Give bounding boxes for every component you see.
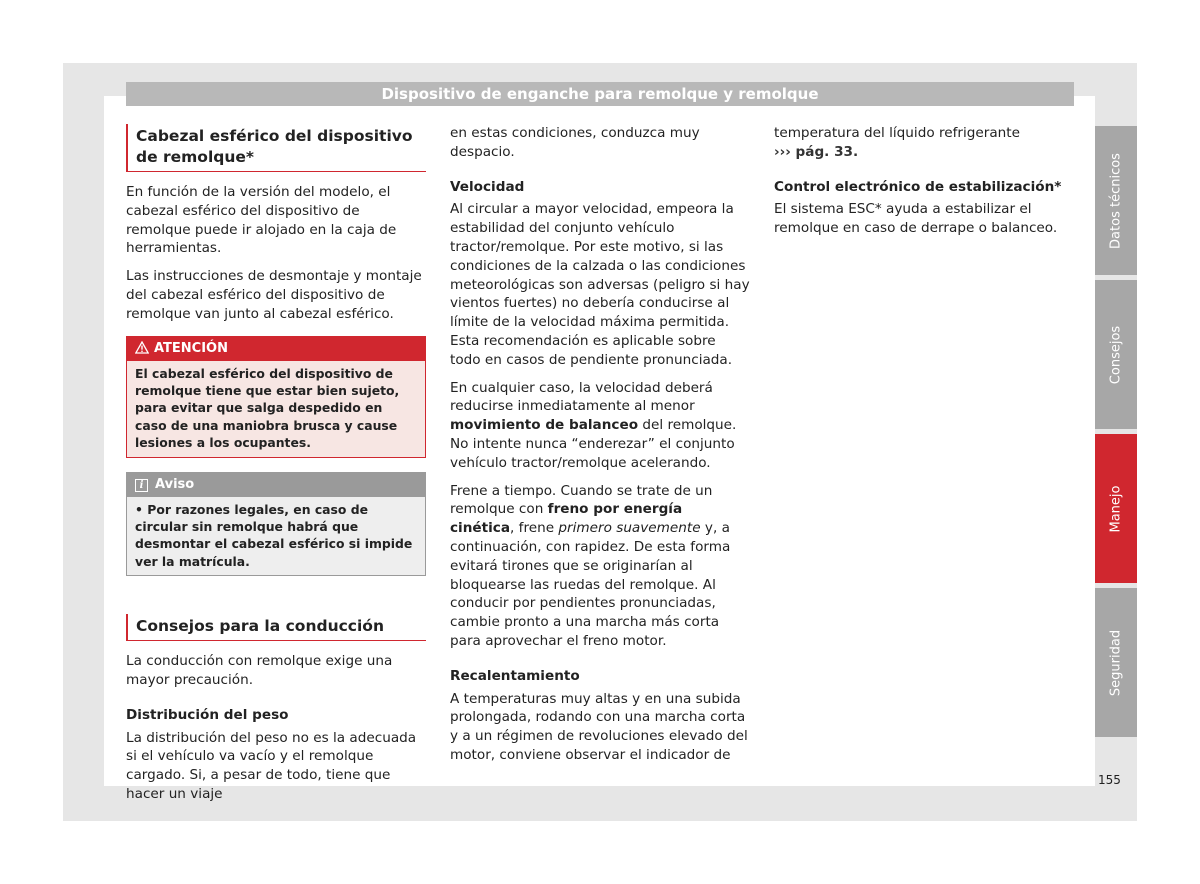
column-2 — [450, 124, 750, 774]
warning-title — [127, 337, 425, 361]
warning-triangle-icon — [135, 341, 149, 354]
paragraph: La conducción con remolque exige una mayor precaución. — [126, 653, 393, 689]
paragraph: En función de la versión del modelo, el cabezal esférico del dispositivo de remolque puede ir alojado en la caja de herramientas. — [126, 184, 397, 257]
note-title — [127, 473, 425, 497]
text-run: , frene — [510, 520, 559, 537]
text-run: y, a continuación, con rapidez. De esta forma evitará tirones que se originarían al bloquearse las ruedas del remolque. Al conducir por pendientes pronunciadas, cambie pronto a una marcha más corta para aprovechar el freno motor. — [450, 520, 731, 649]
tab-seguridad[interactable] — [1095, 588, 1137, 737]
italic-text: primero suavemente — [558, 520, 701, 537]
column-3 — [774, 124, 1074, 247]
text-run: Frene a tiempo. Cuando se trate de un remolque con — [450, 482, 713, 518]
paragraph — [450, 482, 750, 651]
heading-driving-tips: Consejos para la conducción — [126, 614, 426, 641]
subheading-esc: Control electrónico de estabilización* — [774, 178, 1062, 195]
tab-manejo[interactable] — [1095, 434, 1137, 583]
paragraph: Las instrucciones de desmontaje y montaje del cabezal esférico del dispositivo de remolque van junto al cabezal esférico. — [126, 268, 422, 322]
emphasis: freno por energía cinética — [450, 501, 683, 537]
warning-box — [126, 336, 426, 458]
tab-label: Datos técnicos — [1108, 152, 1124, 249]
tab-label: Consejos — [1108, 325, 1124, 384]
text-run: En cualquier caso, la velocidad deberá reducirse inmediatamente al menor — [450, 379, 713, 415]
tab-datos-tecnicos[interactable] — [1095, 126, 1137, 275]
tab-label: Seguridad — [1108, 629, 1124, 696]
note-box — [126, 472, 426, 577]
info-icon: i — [135, 479, 148, 492]
paragraph — [774, 124, 1074, 162]
text-run: temperatura del líquido refrigerante — [774, 125, 1020, 141]
emphasis: movimiento de balanceo — [450, 417, 639, 434]
column-1 — [126, 124, 426, 813]
section-header: Dispositivo de enganche para remolque y remolque — [126, 82, 1074, 106]
page-number: 155 — [1098, 773, 1121, 787]
subheading-weight: Distribución del peso — [126, 706, 289, 723]
subheading-overheating: Recalentamiento — [450, 667, 580, 684]
text-run: del remolque. No intente nunca “enderezar” el conjunto vehículo tractor/remolque acelerando. — [450, 417, 737, 471]
paragraph: en estas condiciones, conduzca muy despacio. — [450, 125, 700, 160]
paragraph: Al circular a mayor velocidad, empeora la estabilidad del conjunto vehículo tractor/remolque. Por este motivo, si las condiciones de la calzada o las condiciones meteorológicas son adversas (peligro si hay vientos fuertes) no debería conducirse al límite de la velocidad máxima permitida. Esta recomendación es aplicable sobre todo en casos de pendiente pronunciada. — [450, 201, 750, 368]
note-title-text: Aviso — [155, 476, 195, 492]
paragraph — [450, 379, 750, 473]
paragraph: A temperaturas muy altas y en una subida prolongada, rodando con una marcha corta y a un régimen de revoluciones elevado del motor, conviene observar el indicador de — [450, 690, 748, 763]
warning-title-text: ATENCIÓN — [154, 340, 228, 356]
tab-label: Manejo — [1108, 485, 1124, 532]
page-reference-link[interactable]: ››› pág. 33. — [774, 143, 859, 160]
note-body: • Por razones legales, en caso de circular sin remolque habrá que desmontar el cabezal esférico si impide ver la matrícula. — [127, 497, 425, 576]
subheading-speed: Velocidad — [450, 178, 525, 195]
tab-consejos[interactable] — [1095, 280, 1137, 429]
paragraph: La distribución del peso no es la adecuada si el vehículo va vacío y el remolque cargado. Si, a pesar de todo, tiene que hacer un viaje — [126, 729, 417, 803]
heading-tow-ball: Cabezal esférico del dispositivo de remolque* — [126, 124, 426, 172]
warning-body: El cabezal esférico del dispositivo de remolque tiene que estar bien sujeto, para evitar que salga despedido en caso de una maniobra brusca y cause lesiones a los ocupantes. — [127, 361, 425, 457]
paragraph: El sistema ESC* ayuda a estabilizar el remolque en caso de derrape o balanceo. — [774, 201, 1058, 237]
